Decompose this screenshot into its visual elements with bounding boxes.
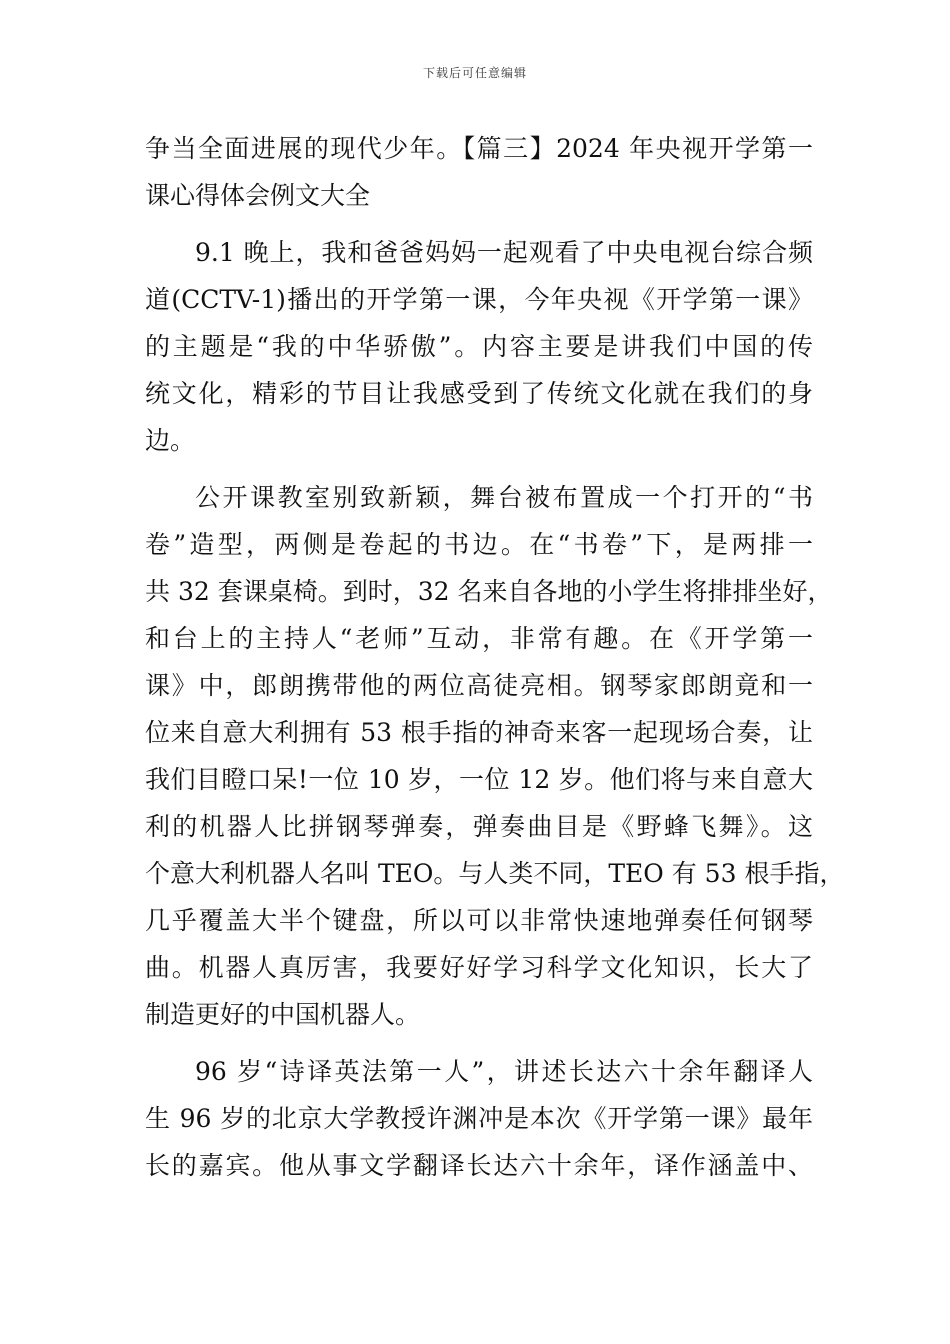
text-line: 位来自意大利拥有 53 根手指的神奇来客一起现场合奏，让 [145, 718, 813, 747]
text-line: 的主题是“我的中华骄傲”。内容主要是讲我们中国的传 [145, 332, 813, 361]
text-line: 课心得体会例文大全 [145, 181, 371, 210]
text-line: 道(CCTV-1)播出的开学第一课，今年央视《开学第一课》 [145, 285, 813, 314]
text-line: 和台上的主持人“老师”互动，非常有趣。在《开学第一 [145, 624, 813, 653]
text-line: 几乎覆盖大半个键盘，所以可以非常快速地弹奏任何钢琴 [145, 906, 813, 935]
text-line: 长的嘉宾。他从事文学翻译长达六十余年，译作涵盖中、 [145, 1151, 813, 1180]
paragraph-gap [145, 464, 813, 474]
text-line: 个意大利机器人名叫 TEO。与人类不同，TEO 有 53 根手指， [145, 859, 845, 888]
page-header: 下载后可任意编辑 [422, 66, 527, 80]
text-line: 制造更好的中国机器人。 [145, 1000, 421, 1029]
paragraph-first-line: 9.1 晚上，我和爸爸妈妈一起观看了中央电视台综合频 [195, 238, 813, 267]
text-line: 我们目瞪口呆!一位 10 岁，一位 12 岁。他们将与来自意大 [145, 765, 813, 794]
paragraph-gap [145, 219, 813, 229]
text-line: 利的机器人比拼钢琴弹奏，弹奏曲目是《野蜂飞舞》。这 [145, 812, 813, 841]
text-line: 共 32 套课桌椅。到时，32 名来自各地的小学生将排排坐好， [145, 577, 833, 606]
text-line: 边。 [145, 426, 196, 455]
paragraph-first-line: 96 岁“诗译英法第一人”，讲述长达六十余年翻译人 [195, 1057, 813, 1086]
text-line: 课》中，郎朗携带他的两位高徒亮相。钢琴家郎朗竟和一 [145, 671, 813, 700]
text-line: 生 96 岁的北京大学教授许渊冲是本次《开学第一课》最年 [145, 1104, 813, 1133]
text-line: 争当全面进展的现代少年。【篇三】2024 年央视开学第一 [145, 134, 813, 163]
text-line: 统文化，精彩的节目让我感受到了传统文化就在我们的身 [145, 379, 813, 408]
text-line: 卷”造型，两侧是卷起的书边。在“书卷”下，是两排一 [145, 530, 813, 559]
paragraph-gap [145, 1038, 813, 1048]
text-line: 曲。机器人真厉害，我要好好学习科学文化知识，长大了 [145, 953, 813, 982]
paragraph-first-line: 公开课教室别致新颖，舞台被布置成一个打开的“书 [195, 483, 813, 512]
document-body [145, 125, 845, 1189]
